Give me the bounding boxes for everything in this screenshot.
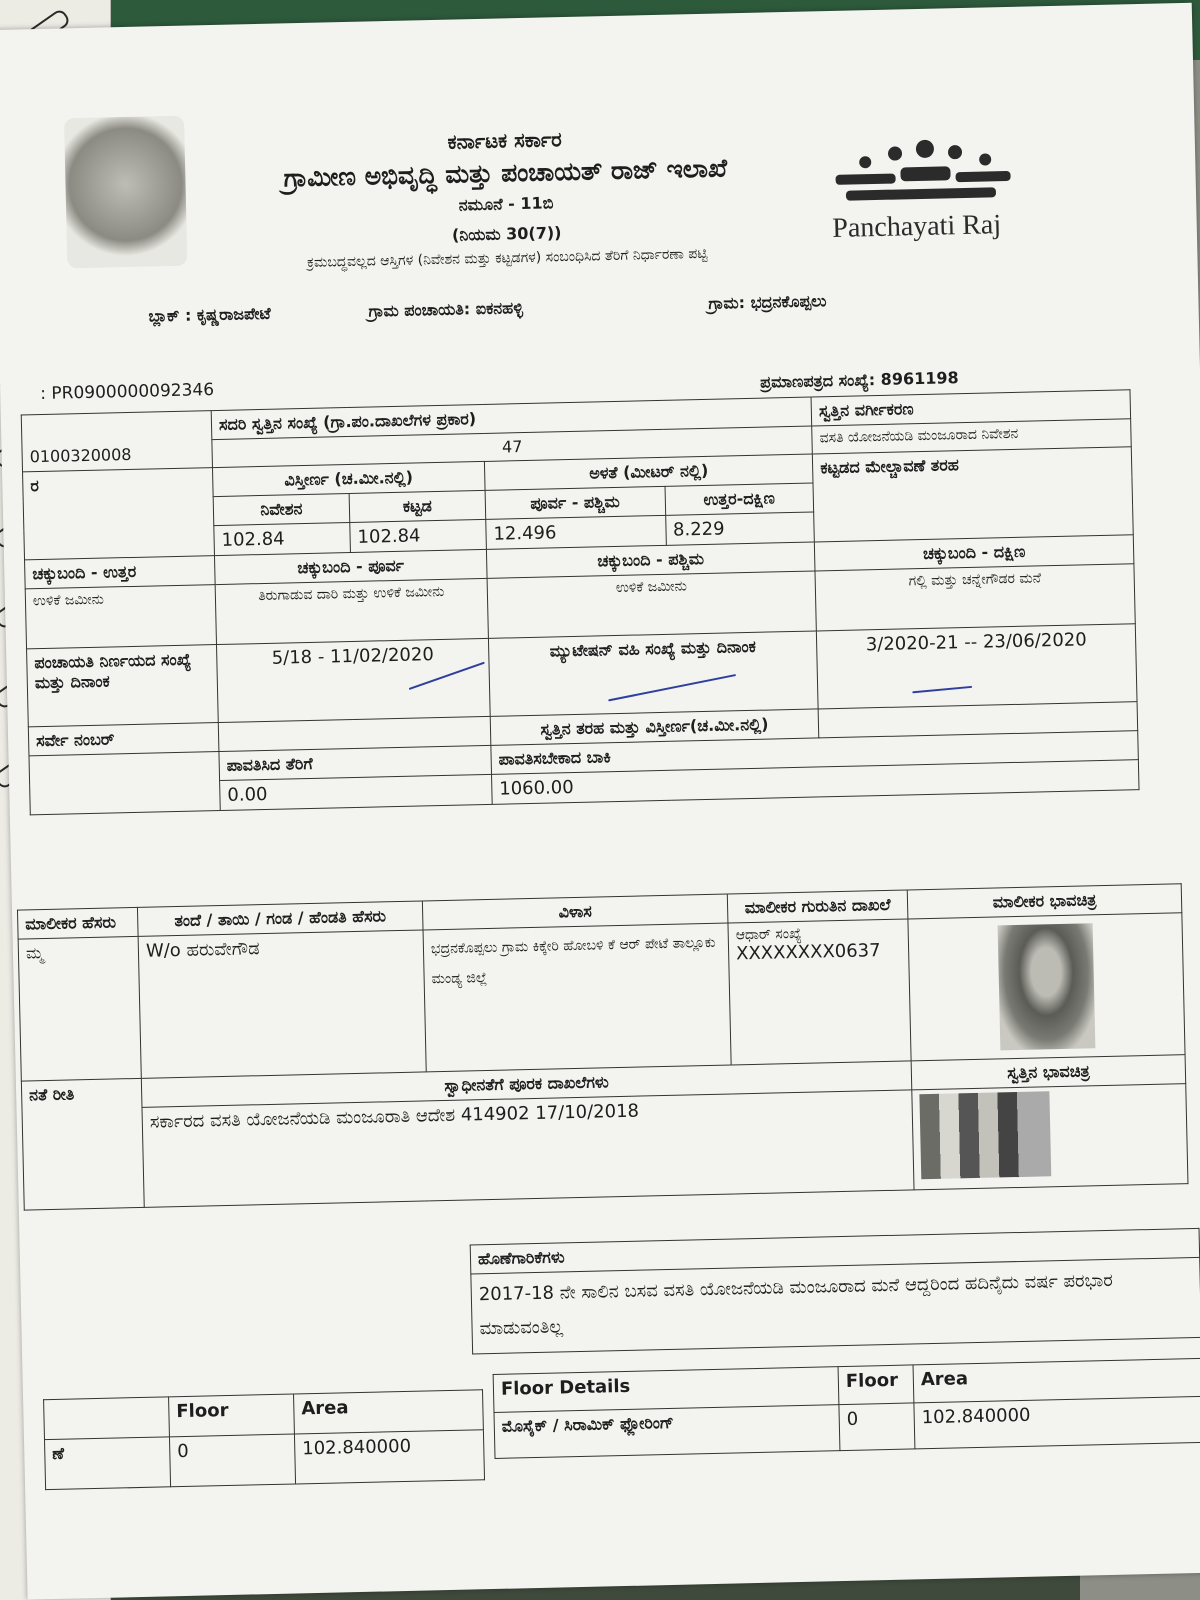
roof-type-label: ಕಟ್ಟಡದ ಮೇಲ್ಚಾವಣೆ ತರಹ [813, 447, 1134, 542]
site-label: ನಿವೇಶನ [213, 494, 350, 526]
mutation-label: ಮ್ಯುಟೇಷನ್ ವಹಿ ಸಂಖ್ಯೆ ಮತ್ತು ದಿನಾಂಕ [488, 631, 818, 716]
boundary-south: ಗಲ್ಲಿ ಮತ್ತು ಚನ್ನೇಗೌಡರ ಮನೆ [815, 564, 1135, 631]
owner-name: ಮ್ಮ [18, 936, 141, 1081]
boundary-west: ಉಳಿಕೆ ಜಮೀನು [487, 571, 817, 638]
supporting-documents-label: ಸ್ವಾಧೀನತೆಗೆ ಪೂರಕ ದಾಖಲೆಗಳು [141, 1061, 911, 1107]
paid-tax-label: ಪಾವತಿಸಿದ ತೆರಿಗೆ [219, 745, 491, 780]
owner-name-label: ಮಾಲೀಕರ ಹೆಸರು [17, 907, 138, 939]
floor-details-header: Floor Details [493, 1367, 839, 1413]
east-west-label: ಪೂರ್ವ - ಪಶ್ಚಿಮ [485, 486, 665, 519]
form-number: ನಮೂನೆ - 11ಬಿ [458, 193, 554, 215]
owner-photo-label: ಮಾಲೀಕರ ಭಾವಚಿತ್ರ [907, 884, 1182, 919]
liabilities-table [470, 1228, 1200, 1355]
resolution-value: 5/18 - 11/02/2020 [217, 638, 491, 722]
rule-number: (ನಿಯಮ 30(7)) [451, 223, 562, 245]
taluk: ಬ್ಲಾಕ್ : ಕೃಷ್ಣರಾಜಪೇಟೆ [148, 303, 271, 326]
owner-photo [998, 923, 1096, 1050]
area-label: ವಿಸ್ತೀರ್ಣ (ಚ.ಮೀ.ನಲ್ಲಿ) [212, 461, 484, 496]
property-details-table [21, 389, 1140, 815]
property-number: 47 [212, 426, 813, 468]
property-id: : PR0900000092346 [40, 380, 215, 404]
department-title: ಗ್ರಾಮೀಣ ಅಭಿವೃದ್ಧಿ ಮತ್ತು ಪಂಚಾಯತ್ ರಾಜ್ ಇಲಾಖೆ [283, 153, 728, 193]
document-page [0, 3, 1200, 1600]
people-icon [815, 137, 1017, 212]
site-area: 102.84 [214, 523, 351, 556]
property-number-label: ಸದರಿ ಸ್ವತ್ತಿನ ಸಂಖ್ಯೆ (ಗ್ರಾ.ಪಂ.ದಾಖಲೆಗಳ ಪ್ರಕಾರ) [211, 397, 812, 440]
boundary-north-label: ಚಕ್ಕುಬಂದಿ - ಉತ್ತರ [25, 556, 216, 589]
boundary-west-label: ಚಕ್ಕುಬಂದಿ - ಪಶ್ಚಿಮ [486, 542, 815, 578]
logo-text: Panchayati Raj [831, 209, 1002, 244]
area-header-left: Area [294, 1390, 484, 1434]
boundary-east: ತಿರುಗಾಡುವ ದಾರಿ ಮತ್ತು ಉಳಿಕೆ ಜಮೀನು [215, 578, 488, 644]
paid-tax: 0.00 [220, 774, 493, 810]
floor-details-table [493, 1358, 1200, 1459]
floor-detail: ಮೊಸೈಕ್ / ಸಿರಾಮಿಕ್ ಫ್ಲೋರಿಂಗ್ [494, 1405, 840, 1459]
floor-value-left: 0 [169, 1434, 295, 1487]
north-south-label: ಉತ್ತರ-ದಕ್ಷಿಣ [665, 483, 814, 515]
left-id: 0100320008 [29, 444, 132, 467]
north-south-length: 8.229 [665, 512, 814, 545]
floor-value-right: 0 [839, 1403, 915, 1451]
dimension-label: ಅಳತೆ (ಮೀಟರ್ ನಲ್ಲಿ) [484, 454, 813, 490]
id-number: XXXXXXXX0637 [735, 940, 881, 965]
left-label-r: ರ [23, 468, 215, 560]
boundary-south-label: ಚಕ್ಕುಬಂದಿ - ದಕ್ಷಿಣ [815, 535, 1134, 571]
resolution-label: ಪಂಚಾಯತಿ ನಿರ್ಣಯದ ಸಂಖ್ಯೆ ಮತ್ತು ದಿನಾಂಕ [27, 645, 219, 727]
gram-panchayat: ಗ್ರಾಮ ಪಂಚಾಯತಿ: ಐಕನಹಳ್ಳಿ [368, 298, 524, 321]
due-tax: 1060.00 [491, 760, 1139, 805]
owner-address: ಭದ್ರನಕೊಪ್ಪಲು ಗ್ರಾಮ ಕಿಕ್ಕೇರಿ ಹೋಬಳಿ ಕೆ ಆರ್ ಪೇಟೆ ತಾಲ್ಲೂಕು ಮಂಡ್ಯ ಜಿಲ್ಲೆ [423, 923, 731, 1072]
floor-row-label-left: ಣೆ [44, 1437, 170, 1490]
village: ಗ್ರಾಮ: ಭದ್ರನಕೊಪ್ಪಲು [708, 291, 827, 313]
document-header [164, 121, 847, 274]
location-row [148, 287, 1008, 326]
floor-header-right: Floor [838, 1365, 914, 1405]
address-label: ವಿಳಾಸ [422, 894, 728, 930]
area-value-right: 102.840000 [914, 1396, 1200, 1449]
survey-number-label: ಸರ್ವೇ ನಂಬರ್ [28, 723, 219, 756]
classification: ವಸತಿ ಯೋಜನೆಯಡಿ ಮಂಜೂರಾದ ನಿವೇಶನ [812, 419, 1131, 454]
liabilities-text: 2017-18 ನೇ ಸಾಲಿನ ಬಸವ ವಸತಿ ಯೋಜನೆಯಡಿ ಮಂಜೂರಾದ ಮನೆ ಆದ್ದರಿಂದ ಹದಿನೈದು ವರ್ಷ ಪರಭಾರ ಮಾಡುವಂತಿಲ್ಲ [471, 1257, 1200, 1354]
relation-label: ತಂದೆ / ತಾಯಿ / ಗಂಡ / ಹೆಂಡತಿ ಹೆಸರು [137, 901, 423, 936]
mutation-value: 3/2020-21 -- 23/06/2020 [817, 624, 1137, 709]
floor-area-table-left [43, 1389, 485, 1490]
due-tax-label: ಪಾವತಿಸಬೇಕಾದ ಬಾಕಿ [491, 731, 1139, 775]
id-document-label: ಮಾಲೀಕರ ಗುರುತಿನ ದಾಖಲೆ [727, 890, 908, 923]
classification-label: ಸ್ವತ್ತಿನ ವರ್ಗೀಕರಣ [811, 390, 1130, 426]
id-type: ಆಧಾರ್ ಸಂಖ್ಯೆ [735, 925, 802, 944]
floor-header-left: Floor [169, 1394, 295, 1437]
boundary-east-label: ಚಕ್ಕುಬಂದಿ - ಪೂರ್ವ [214, 549, 486, 584]
building-area: 102.84 [350, 519, 487, 552]
area-header-right: Area [913, 1358, 1200, 1403]
government-title: ಕರ್ನಾಟಕ ಸರ್ಕಾರ [447, 127, 562, 154]
supporting-documents: ಸರ್ಕಾರದ ವಸತಿ ಯೋಜನೆಯಡಿ ಮಂಜೂರಾತಿ ಆದೇಶ 414902 17/10/2018 [142, 1090, 914, 1207]
property-photo [919, 1091, 1051, 1179]
property-photo-label: ಸ್ವತ್ತಿನ ಭಾವಚಿತ್ರ [911, 1055, 1186, 1090]
area-value-left: 102.840000 [294, 1430, 484, 1484]
boundary-north: ಉಳಿಕೆ ಜಮೀನು [25, 585, 216, 649]
type-area-label: ಸ್ವತ್ತಿನ ತರಹ ಮತ್ತು ವಿಸ್ತೀರ್ಣ(ಚ.ಮೀ.ನಲ್ಲಿ) [490, 709, 819, 745]
form-description: ಕ್ರಮಬದ್ಧವಲ್ಲದ ಆಸ್ತಿಗಳ (ನಿವೇಶನ ಮತ್ತು ಕಟ್ಟಡಗಳ) ಸಂಬಂಧಿಸಿದ ತೆರಿಗೆ ನಿರ್ಧಾರಣಾ ಪಟ್ಟಿ [306, 245, 708, 271]
building-label: ಕಟ್ಟಡ [349, 490, 486, 522]
east-west-length: 12.496 [486, 515, 666, 549]
ownership-method-label: ನತೆ ರೀತಿ [21, 1078, 144, 1210]
panchayati-raj-logo [815, 137, 1017, 252]
certificate-number: ಪ್ರಮಾಣಪತ್ರದ ಸಂಖ್ಯೆ: 8961198 [759, 368, 959, 392]
relation-name: W/o ಹರುವೇಗೌಡ [138, 930, 426, 1078]
liabilities-label: ಹೊಣೆಗಾರಿಕೆಗಳು [470, 1228, 1199, 1274]
owner-table [17, 883, 1189, 1210]
